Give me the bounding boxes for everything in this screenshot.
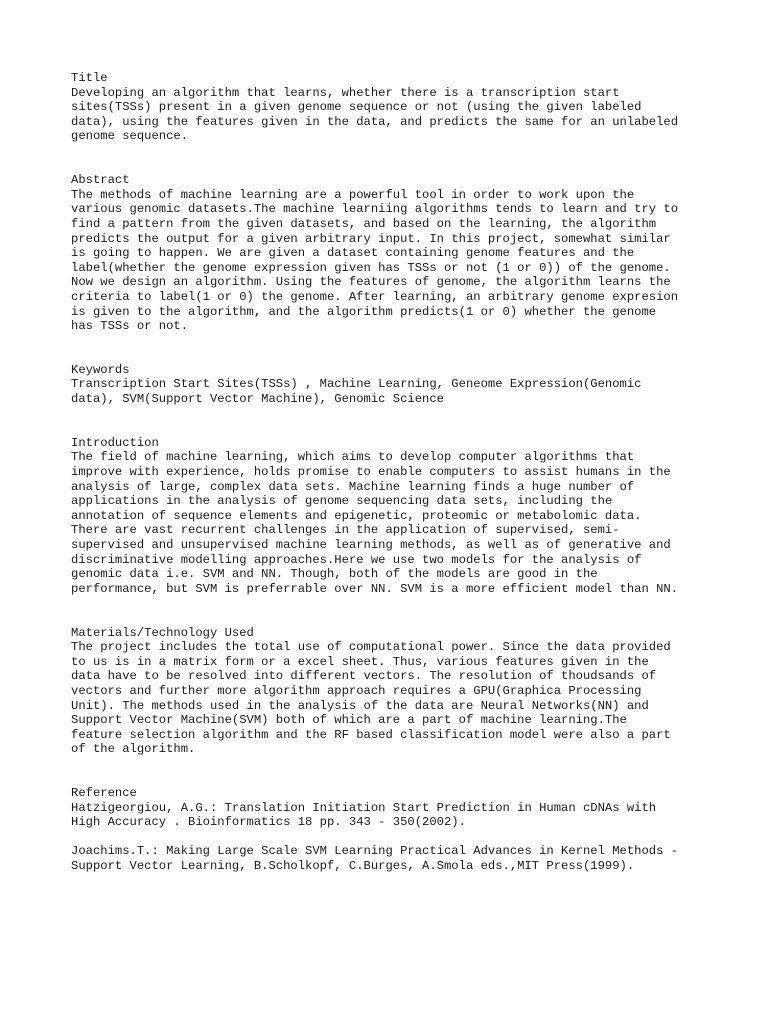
paragraph-line: annotation of sequence elements and epigenetic, proteomic or metabolomic data. [71, 508, 642, 523]
section-spacer [71, 757, 711, 786]
section-heading: Title [71, 71, 108, 85]
paragraph-line: There are vast recurrent challenges in the application of supervised, semi- [71, 523, 620, 538]
paragraph-line: Developing an algorithm that learns, whether there is a transcription start [71, 85, 620, 100]
paragraph-line: Unit). The methods used in the analysis of the data are Neural Networks(NN) and [71, 698, 649, 713]
paragraph-line: various genomic datasets.The machine learniing algorithms tends to learn and try to [71, 202, 679, 217]
paragraph-line: applications in the analysis of genome sequencing data sets, including the [71, 494, 613, 509]
reference-spacer [71, 830, 711, 845]
paragraph-line: find a pattern from the given datasets, and based on the learning, the algorithm [71, 216, 657, 231]
paragraph-line: The field of machine learning, which aims to develop computer algorithms that [71, 450, 635, 465]
paragraph-line: feature selection algorithm and the RF based classification model were also a part [71, 727, 671, 742]
paragraph-line: data), using the features given in the data, and predicts the same for an unlabeled [71, 114, 679, 129]
section-spacer [71, 596, 711, 625]
paragraph-line: Now we design an algorithm. Using the features of genome, the algorithm learns the [71, 275, 671, 290]
reference-line: Support Vector Learning, B.Scholkopf, C.Burges, A.Smola eds.,MIT Press(1999). [71, 859, 635, 874]
paragraph-line: supervised and unsupervised machine learning methods, as well as of generative and [71, 538, 671, 552]
section-introduction [71, 436, 711, 597]
paragraph-line: has TSSs or not. [71, 319, 189, 334]
section-spacer [71, 144, 711, 173]
paragraph-line: Support Vector Machine(SVM) both of which are a part of machine learning.The [71, 713, 627, 728]
paragraph-line: to us is in a matrix form or a excel sheet. Thus, various features given in the [71, 654, 649, 669]
paragraph-line: The project includes the total use of computational power. Since the data provided [71, 640, 671, 655]
document-page [71, 71, 711, 874]
paragraph-line: improve with experience, holds promise to enable computers to assist humans in the [71, 465, 671, 480]
paragraph-line: performance, but SVM is preferrable over NN. SVM is a more efficient model than NN. [71, 581, 679, 596]
section-heading: Abstract [71, 173, 130, 188]
paragraph-line: The methods of machine learning are a powerful tool in order to work upon the [71, 187, 635, 202]
section-spacer [71, 407, 711, 436]
paragraph-line: sites(TSSs) present in a given genome sequence or not (using the given labeled [71, 100, 642, 115]
paragraph-line: of the algorithm. [71, 742, 196, 757]
paragraph-line: Transcription Start Sites(TSSs) , Machine Learning, Geneome Expression(Genomic [71, 377, 642, 392]
paragraph-line: genomic data i.e. SVM and NN. Though, both of the models are good in the [71, 567, 598, 582]
paragraph-line: is going to happen. We are given a dataset containing genome features and the [71, 246, 635, 261]
paragraph-line: discriminative modelling approaches.Here we use two models for the analysis of [71, 552, 642, 567]
reference-line: Joachims.T.: Making Large Scale SVM Learning Practical Advances in Kernel Methods - [71, 844, 679, 859]
section-heading: Reference [71, 786, 137, 801]
paragraph-line: predicts the output for a given arbitrary input. In this project, somewhat similar [71, 231, 671, 246]
section-references [71, 786, 711, 874]
section-materials [71, 626, 711, 757]
paragraph-line: is given to the algorithm, and the algorithm predicts(1 or 0) whether the genome [71, 304, 657, 319]
reference-line: High Accuracy . Bioinformatics 18 pp. 343 - 350(2002). [71, 815, 466, 830]
section-title [71, 71, 711, 144]
section-heading: Introduction [71, 435, 159, 450]
section-keywords [71, 363, 711, 407]
paragraph-line: data have to be resolved into different vectors. The resolution of thoudsands of [71, 669, 657, 684]
reference-line: Hatzigeorgiou, A.G.: Translation Initiation Start Prediction in Human cDNAs with [71, 800, 657, 815]
paragraph-line: vectors and further more algorithm approach requires a GPU(Graphica Processing [71, 683, 642, 698]
section-heading: Materials/Technology Used [71, 625, 254, 640]
paragraph-line: analysis of large, complex data sets. Machine learning finds a huge number of [71, 479, 635, 494]
paragraph-line: data), SVM(Support Vector Machine), Genomic Science [71, 392, 444, 407]
section-spacer [71, 334, 711, 363]
paragraph-line: genome sequence. [71, 129, 189, 144]
section-heading: Keywords [71, 362, 130, 377]
paragraph-line: label(whether the genome expression given has TSSs or not (1 or 0)) of the genome. [71, 260, 671, 275]
section-abstract [71, 173, 711, 334]
paragraph-line: criteria to label(1 or 0) the genome. After learning, an arbitrary genome expresion [71, 289, 679, 304]
